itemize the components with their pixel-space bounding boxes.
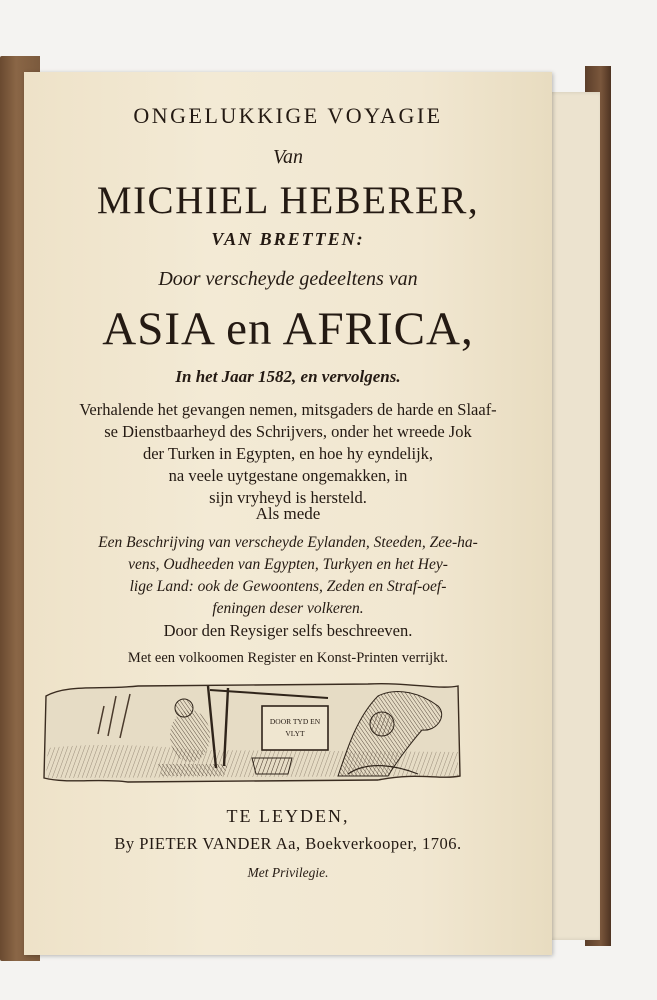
underlying-leaf xyxy=(545,92,600,940)
engraved-vignette xyxy=(38,676,464,788)
description-line: sijn vryheyd is hersteld. xyxy=(209,488,367,507)
year-line: In het Jaar 1582, en vervolgens. xyxy=(175,367,401,386)
register-note: Met een volkoomen Register en Konst-Printen verrijkt. xyxy=(127,650,449,666)
description-line: se Dienstbaarheyd des Schrijvers, onder het wreede Jok xyxy=(104,422,472,441)
vignette-motto-1: DOOR TYD EN xyxy=(269,717,321,726)
title-line-van: Van xyxy=(273,146,303,168)
imprint-publisher: By PIETER VANDER Aa, Boekverkooper, 1706. xyxy=(114,834,462,853)
description-line: der Turken in Egypten, en hoe hy eyndelijk, xyxy=(142,444,434,463)
title-line-voyage: ONGELUKKIGE VOYAGIE xyxy=(133,103,443,128)
imprint-city: TE LEYDEN, xyxy=(226,806,350,826)
author-name: MICHIEL HEBERER, xyxy=(96,179,480,222)
vignette-motto-2: VLYT xyxy=(285,729,305,738)
subtitle-line: Door verscheyde gedeeltens van xyxy=(158,268,418,290)
contents-line: Een Beschrijving van verscheyde Eylanden, Steeden, Zee-ha- xyxy=(98,534,478,551)
als-mede-line: Als mede xyxy=(255,504,321,523)
continents-heading: ASIA en AFRICA, xyxy=(102,303,474,355)
author-note: Door den Reysiger selfs beschreeven. xyxy=(163,621,413,640)
contents-paragraph xyxy=(34,532,542,620)
contents-line: feningen deser volkeren. xyxy=(212,600,364,617)
description-paragraph xyxy=(34,399,542,509)
title-page xyxy=(24,72,552,955)
contents-line: lige Land: ook de Gewoontens, Zeden en Straf-oef- xyxy=(129,578,447,595)
author-origin: VAN BRETTEN: xyxy=(211,229,365,249)
imprint-privilege: Met Privilegie. xyxy=(247,865,329,880)
description-line: na veele uytgestane ongemakken, in xyxy=(168,466,408,485)
contents-line: vens, Oudheeden van Egypten, Turkyen en het Hey- xyxy=(128,556,448,573)
description-line: Verhalende het gevangen nemen, mitsgaders de harde en Slaaf- xyxy=(79,400,497,419)
